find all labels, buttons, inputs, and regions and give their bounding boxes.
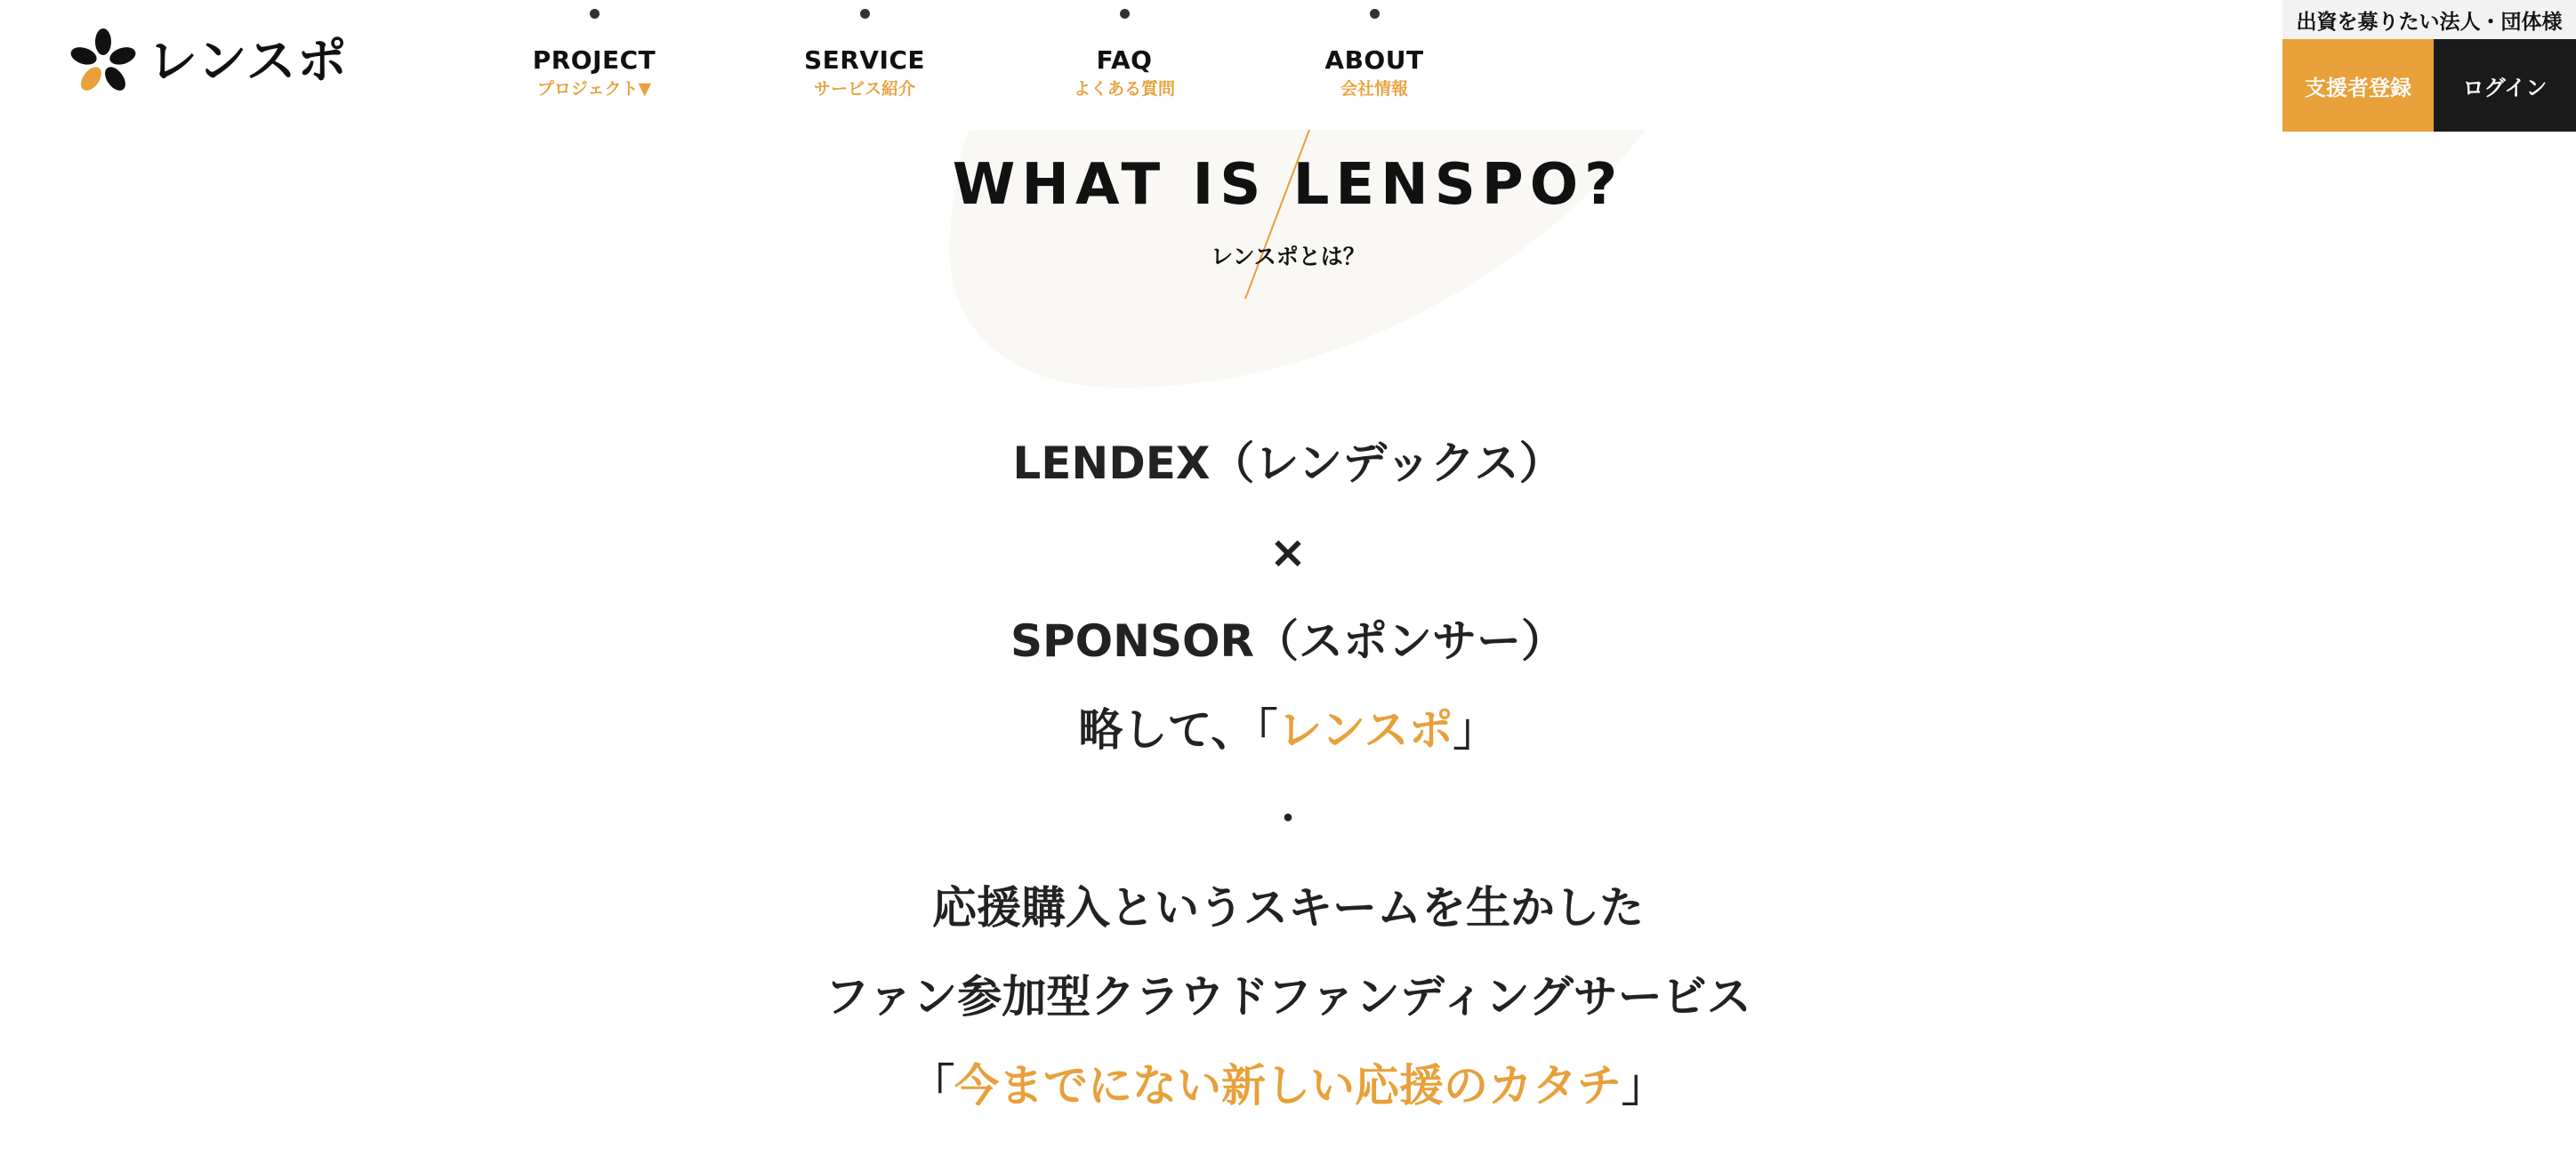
nav-dot-icon [1120,9,1130,19]
auth-buttons [2282,39,2576,132]
cross-symbol: × [1269,526,1307,578]
description-line-abbrev [0,701,2576,790]
site-logo[interactable] [68,27,348,98]
section-title-block [0,152,2576,269]
header-actions [2282,0,2576,132]
description-line-sponsor: SPONSOR（スポンサー） [1010,615,1566,667]
corporate-link[interactable]: 出資を募りたい法人・団体様 [2282,0,2576,39]
nav-label-ja: プロジェクト▼ [536,78,652,99]
nav-item-service[interactable] [731,9,998,99]
tagline-highlight: 今までにない新しい応援のカタチ [954,1060,1622,1112]
description-block [0,434,2576,1145]
nav-item-project[interactable] [461,9,728,99]
nav-label-en: FAQ [1096,45,1153,75]
tagline-prefix: 「 [910,1060,954,1112]
nav-label-en: PROJECT [532,45,656,75]
abbrev-suffix: 」 [1453,704,1498,756]
separator-dot: ・ [1270,799,1306,839]
nav-dot-icon [860,9,870,19]
abbrev-prefix: 略して、「 [1078,704,1278,756]
description-line-lendex: LENDEX（レンデックス） [1012,438,1564,489]
abbrev-highlight: レンスポ [1277,704,1453,756]
logo-text: レンスポ [148,33,348,91]
description-line-scheme: 応援購入というスキームを生かした [932,882,1644,934]
nav-dot-icon [1370,9,1380,19]
nav-label-en: ABOUT [1324,45,1424,75]
nav-label-en: SERVICE [803,45,926,75]
tagline-suffix: 」 [1622,1060,1666,1112]
login-button[interactable]: ログイン [2434,39,2576,132]
nav-item-faq[interactable] [991,9,1258,99]
section-title: WHAT IS LENSPO? [952,152,1624,218]
nav-dot-icon [590,9,600,19]
flower-logo-icon [68,27,139,98]
section-subtitle: レンスポとは？ [1211,244,1365,269]
description-line-tagline [0,1056,2576,1145]
nav-item-about[interactable] [1241,9,1508,99]
nav-label-ja: よくある質問 [1073,78,1175,99]
nav-label-ja: サービス紹介 [813,78,915,99]
nav-label-ja: 会社情報 [1340,78,1408,99]
description-line-service: ファン参加型クラウドファンディングサービス [825,971,1751,1023]
register-button[interactable]: 支援者登録 [2282,39,2434,132]
